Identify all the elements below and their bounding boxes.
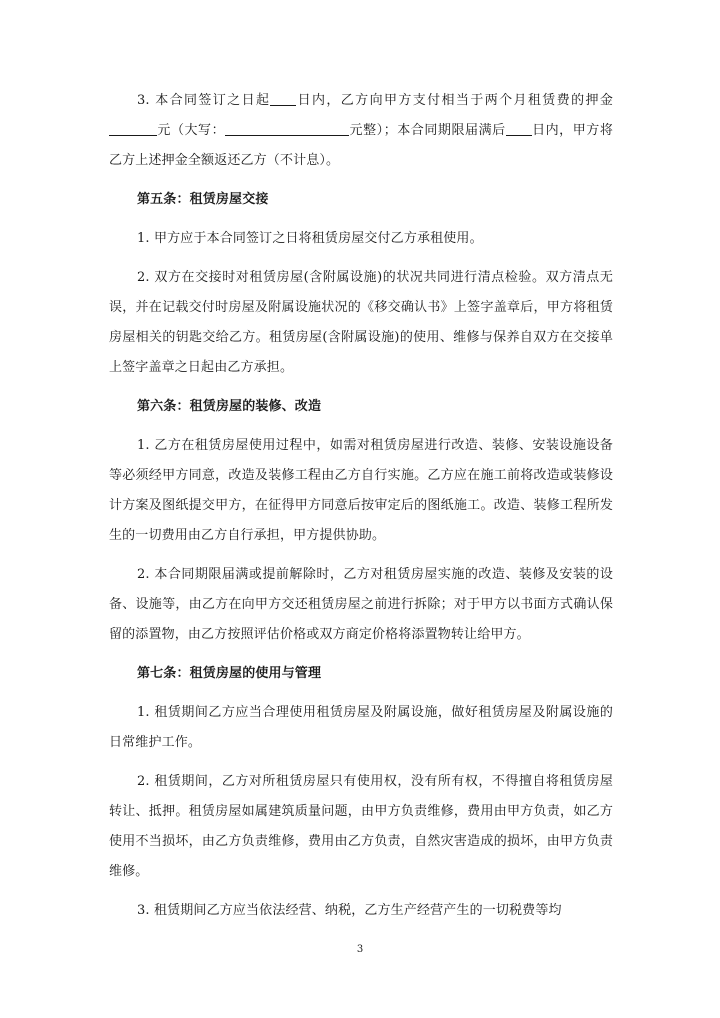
clause-7-paragraph-3: 3. 租赁期间乙方应当依法经营、纳税，乙方生产经营产生的一切税费等均 — [137, 903, 562, 918]
clause-5-paragraph-2: 2. 双方在交接时对租赁房屋(含附属设施)的状况共同进行清点检验。双方清点无误，并在记载交付时房屋及附属设施状况的《移交确认书》上签字盖章后，甲方将租赁房屋相关的钥匙交给乙方。租赁房屋(含附属设施)的使用、维修与保养自双方在交接单上签字盖章之日起由乙方承担。 — [109, 270, 613, 375]
deposit-text-4: 元整）；本合同期限届满后 — [349, 123, 506, 138]
clause-7-heading: 第七条：租赁房屋的使用与管理 — [137, 666, 322, 681]
clause-6-paragraph-1: 1. 乙方在租赁房屋使用过程中，如需对租赁房屋进行改造、装修、安装设施设备等必须经甲方同意，改造及装修工程由乙方自行实施。乙方应在施工前将改造或装修设计方案及图纸提交甲方，在征得甲方同意后按审定后的图纸施工。改造、装修工程所发生的一切费用由乙方自行承担，甲方提供协助。 — [109, 438, 613, 543]
clause-7-paragraph-1: 1. 租赁期间乙方应当合理使用租赁房屋及附属设施，做好租赁房屋及附属设施的日常维护工作。 — [109, 705, 613, 750]
deposit-amount-words-blank — [225, 121, 349, 136]
page-number: 3 — [356, 944, 364, 955]
deposit-paragraph — [109, 86, 613, 176]
deposit-text-2: 日内，乙方向甲方支付相当于两个月租赁费的押金 — [296, 93, 613, 108]
document-page — [109, 86, 613, 926]
days-blank — [270, 91, 296, 106]
clause-5-paragraph-1: 1. 甲方应于本合同签订之日将租赁房屋交付乙方承租使用。 — [137, 231, 483, 246]
clause-5-heading: 第五条：租赁房屋交接 — [137, 192, 269, 207]
deposit-text-1: 3. 本合同签订之日起 — [137, 93, 271, 108]
clause-7-paragraph-2: 2. 租赁期间，乙方对所租赁房屋只有使用权，没有所有权，不得擅自将租赁房屋转让、抵押。租赁房屋如属建筑质量问题，由甲方负责维修，费用由甲方负责，如乙方使用不当损坏，由乙方负责维修，费用由乙方负责，自然灾害造成的损坏，由甲方负责维修。 — [109, 774, 613, 879]
deposit-text-3: 元（大写： — [157, 123, 226, 138]
return-days-blank — [506, 121, 532, 136]
clause-6-heading: 第六条：租赁房屋的装修、改造 — [137, 399, 322, 414]
deposit-amount-blank — [109, 121, 157, 136]
clause-6-paragraph-2: 2. 本合同期限届满或提前解除时，乙方对租赁房屋实施的改造、装修及安装的设备、设施等，由乙方在向甲方交还租赁房屋之前进行拆除；对于甲方以书面方式确认保留的添置物，由乙方按照评估价格或双方商定价格将添置物转让给甲方。 — [109, 567, 613, 642]
deposit-text-5: 日内，甲方将乙方上述押金全额返还乙方（不计息）。 — [109, 123, 613, 168]
